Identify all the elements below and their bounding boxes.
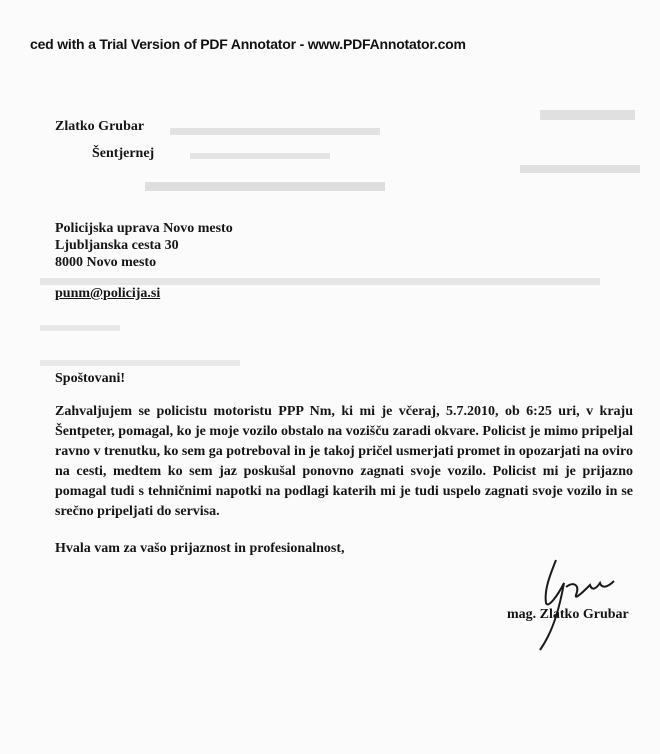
greeting: Spoštovani! (55, 371, 126, 386)
recipient-org: Policijska uprava Novo mesto (55, 221, 233, 236)
handwritten-signature (530, 545, 640, 655)
signature-name: mag. Zlatko Grubar (507, 607, 629, 622)
letter-body: Zahvaljujem se policistu motoristu PPP Nm, ki mi je včeraj, 5.7.2010, ob 6:25 uri, v kraju Šentpeter, pomagal, ko je moje vozilo obstalo na vozišču zaradi okvare. Policist je mimo pripeljal ravno v trenutku, ko sem ga potreboval in je takoj pričel usmerjati promet in opozarjati na oviro na cesti, medtem ko sem jaz poskušal ponovno zagnati svoje vozilo. Policist mi je prijazno pomagal tudi s tehničnimi napotki na podlagi katerih mi je tudi uspelo zagnati svoje vozilo in se srečno pripeljati do servisa. (55, 404, 633, 519)
recipient-street: Ljubljanska cesta 30 (55, 238, 179, 253)
sender-block (55, 118, 144, 135)
recipient-city: 8000 Novo mesto (55, 255, 157, 270)
sender-town: Šentjernej (92, 146, 155, 161)
closing-line: Hvala vam za vašo prijaznost in profesionalnost, (55, 541, 345, 556)
recipient-address (55, 220, 233, 271)
watermark-text: ced with a Trial Version of PDF Annotator - www.PDFAnnotator.com (30, 36, 466, 52)
sender-name: Zlatko Grubar (55, 119, 145, 134)
sender-town-block (92, 145, 154, 162)
recipient-email[interactable]: punm@policija.si (55, 286, 161, 301)
